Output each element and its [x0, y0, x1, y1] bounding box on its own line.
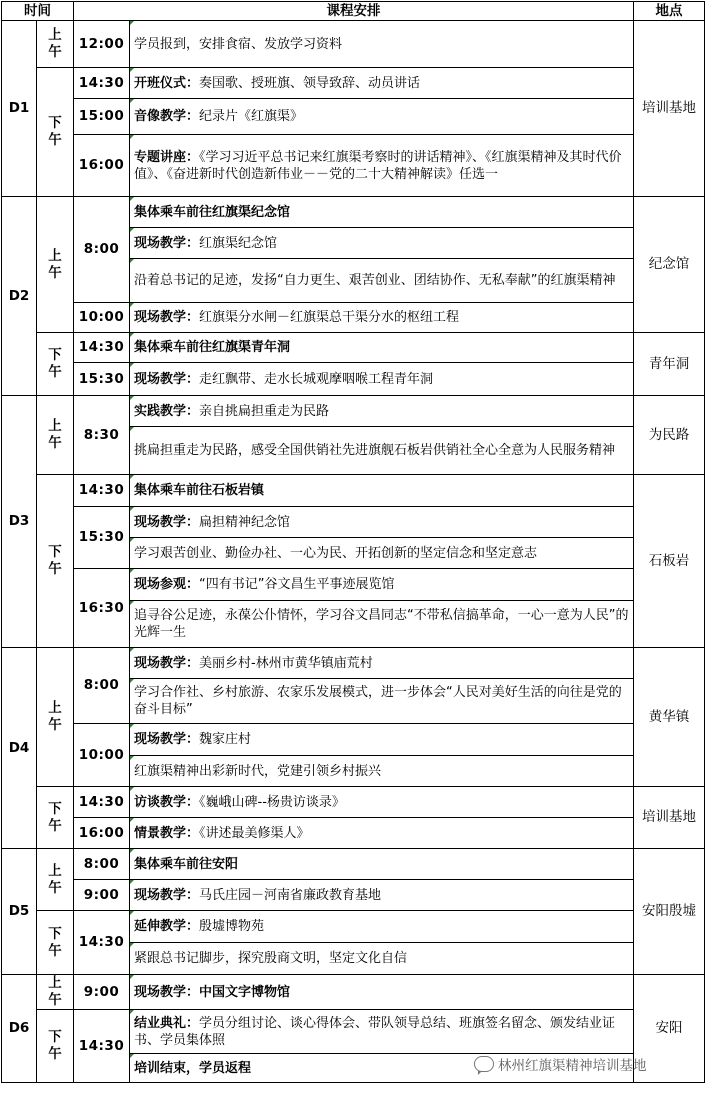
place-cell: 为民路 [634, 396, 705, 475]
table-row [2, 303, 705, 333]
watermark-text: 林州红旗渠精神培训基地 [498, 1058, 647, 1074]
schedule-cell: 现场教学：中国文字博物馆 [130, 975, 634, 1010]
half-label: 上午 [37, 648, 74, 787]
table-row [2, 333, 705, 363]
table-row [2, 475, 705, 507]
header-time: 时间 [2, 2, 74, 21]
schedule-cell: 集体乘车前往石板岩镇 [130, 475, 634, 507]
schedule-cell: 开班仪式：奏国歌、授班旗、领导致辞、动员讲话 [130, 68, 634, 99]
table-row [2, 21, 705, 68]
half-label: 上午 [37, 849, 74, 911]
half-label: 下午 [37, 911, 74, 975]
place-cell: 石板岩 [634, 475, 705, 648]
schedule-cell: 现场教学：走红飘带、走水长城观摩咽喉工程青年洞 [130, 363, 634, 396]
day-label: D5 [2, 849, 37, 975]
schedule-cell: 挑扁担重走为民路，感受全国供销社先进旗舰石板岩供销社全心全意为人民服务精神 [130, 427, 634, 475]
place-cell: 纪念馆 [634, 197, 705, 333]
table-row [2, 396, 705, 427]
place-cell: 安阳 [634, 975, 705, 1083]
time-cell: 14:30 [74, 1010, 130, 1083]
time-cell: 15:00 [74, 99, 130, 135]
time-cell: 12:00 [74, 21, 130, 68]
place-cell: 黄华镇 [634, 648, 705, 787]
schedule-cell: 学员报到，安排食宿、发放学习资料 [130, 21, 634, 68]
day-label: D2 [2, 197, 37, 396]
day-label: D1 [2, 21, 37, 197]
table-row [2, 911, 705, 943]
schedule-cell: 延伸教学：殷墟博物苑 [130, 911, 634, 943]
time-cell: 8:00 [74, 197, 130, 303]
time-cell: 16:00 [74, 135, 130, 197]
schedule-cell: 现场教学：魏家庄村 [130, 724, 634, 756]
table-row [2, 99, 705, 135]
schedule-cell: 学习艰苦创业、勤俭办社、一心为民、开拓创新的坚定信念和坚定意志 [130, 538, 634, 569]
table-row [2, 648, 705, 679]
table-row [2, 569, 705, 601]
table-row [2, 787, 705, 818]
table-row [2, 849, 705, 880]
day-label: D6 [2, 975, 37, 1083]
schedule-cell: 沿着总书记的足迹，发扬“自力更生、艰苦创业、团结协作、无私奉献”的红旗渠精神 [130, 259, 634, 303]
schedule-cell: 培训结束，学员返程 [130, 1054, 634, 1083]
header-place: 地点 [634, 2, 705, 21]
place-cell: 培训基地 [634, 787, 705, 849]
table-row [2, 724, 705, 756]
schedule-cell: 现场教学：马氏庄园－河南省廉政教育基地 [130, 880, 634, 911]
time-cell: 15:30 [74, 507, 130, 569]
schedule-cell: 实践教学：亲自挑扁担重走为民路 [130, 396, 634, 427]
time-cell: 15:30 [74, 363, 130, 396]
half-label: 下午 [37, 475, 74, 648]
table-row [2, 507, 705, 538]
table-row [2, 135, 705, 197]
half-label: 下午 [37, 787, 74, 849]
chat-bubble-icon [474, 1056, 494, 1072]
schedule-cell: 现场教学：美丽乡村-林州市黄华镇庙荒村 [130, 648, 634, 679]
schedule-cell: 集体乘车前往红旗渠青年洞 [130, 333, 634, 363]
time-cell: 10:00 [74, 303, 130, 333]
table-row [2, 363, 705, 396]
table-row [2, 197, 705, 228]
schedule-cell: 情景教学：《讲述最美修渠人》 [130, 818, 634, 849]
table-row [2, 1010, 705, 1054]
time-cell: 8:30 [74, 396, 130, 475]
table-row [2, 68, 705, 99]
header-row [2, 2, 705, 21]
time-cell: 16:30 [74, 569, 130, 648]
half-label: 下午 [37, 333, 74, 396]
schedule-cell: 音像教学：纪录片《红旗渠》 [130, 99, 634, 135]
day-label: D4 [2, 648, 37, 849]
half-label: 上午 [37, 21, 74, 68]
schedule-cell: 集体乘车前往红旗渠纪念馆 [130, 197, 634, 228]
schedule-cell: 追寻谷公足迹，永葆公仆情怀，学习谷文昌同志“不带私信搞革命，一心一意为人民”的光辉一生 [130, 601, 634, 648]
half-label: 下午 [37, 1010, 74, 1083]
time-cell: 14:30 [74, 475, 130, 507]
table-row [2, 975, 705, 1010]
table-row [2, 880, 705, 911]
time-cell: 16:00 [74, 818, 130, 849]
schedule-cell: 现场参观：“四有书记”谷文昌生平事迹展览馆 [130, 569, 634, 601]
time-cell: 9:00 [74, 975, 130, 1010]
time-cell: 14:30 [74, 911, 130, 975]
time-cell: 10:00 [74, 724, 130, 787]
time-cell: 14:30 [74, 787, 130, 818]
place-cell: 培训基地 [634, 21, 705, 197]
schedule-cell: 访谈教学：《巍峨山碑--杨贵访谈录》 [130, 787, 634, 818]
half-label: 上午 [37, 197, 74, 333]
place-cell: 青年洞 [634, 333, 705, 396]
time-cell: 8:00 [74, 648, 130, 724]
schedule-cell: 现场教学：红旗渠纪念馆 [130, 228, 634, 259]
schedule-cell: 现场教学：红旗渠分水闸－红旗渠总干渠分水的枢纽工程 [130, 303, 634, 333]
schedule-cell: 学习合作社、乡村旅游、农家乐发展模式，进一步体会“人民对美好生活的向往是党的奋斗目标” [130, 679, 634, 724]
half-label: 上午 [37, 396, 74, 475]
schedule-cell: 专题讲座：《学习习近平总书记来红旗渠考察时的讲话精神》、《红旗渠精神及其时代价值》、《奋进新时代创造新伟业－－党的二十大精神解读》任选一 [130, 135, 634, 197]
header-schedule: 课程安排 [74, 2, 634, 21]
schedule-cell: 集体乘车前往安阳 [130, 849, 634, 880]
watermark [474, 1054, 647, 1074]
schedule-cell: 紧跟总书记脚步，探究殷商文明，坚定文化自信 [130, 943, 634, 975]
schedule-cell: 结业典礼：学员分组讨论、谈心得体会、带队领导总结、班旗签名留念、颁发结业证书、学员集体照 [130, 1010, 634, 1054]
time-cell: 9:00 [74, 880, 130, 911]
table-row [2, 818, 705, 849]
schedule-table [1, 1, 705, 1083]
schedule-cell: 红旗渠精神出彩新时代，党建引领乡村振兴 [130, 756, 634, 787]
time-cell: 14:30 [74, 68, 130, 99]
place-cell: 安阳殷墟 [634, 849, 705, 975]
time-cell: 8:00 [74, 849, 130, 880]
half-label: 下午 [37, 68, 74, 197]
schedule-cell: 现场教学：扁担精神纪念馆 [130, 507, 634, 538]
half-label: 上午 [37, 975, 74, 1010]
time-cell: 14:30 [74, 333, 130, 363]
day-label: D3 [2, 396, 37, 648]
